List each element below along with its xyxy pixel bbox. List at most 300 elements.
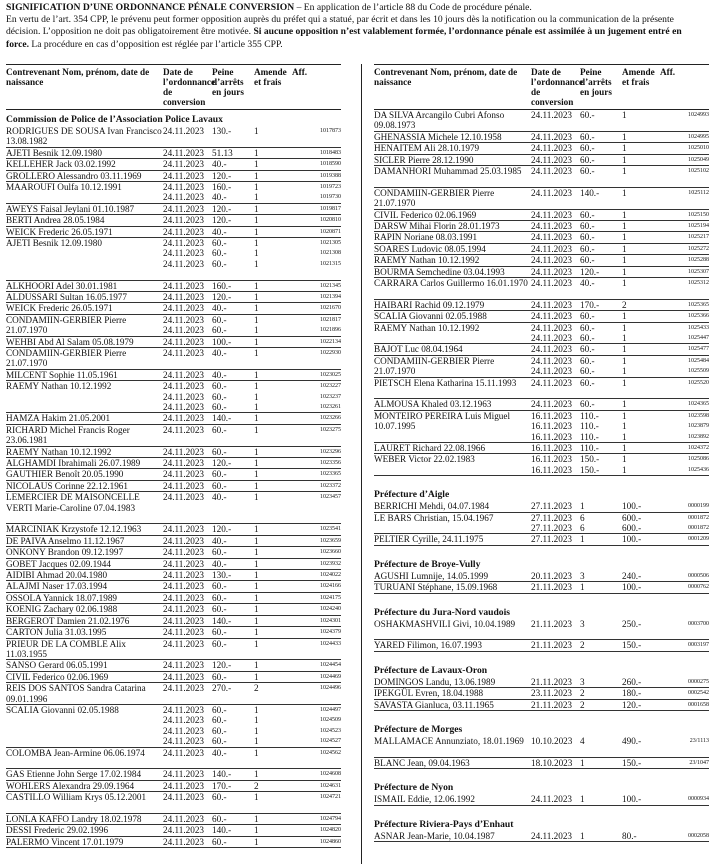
row-line [531, 432, 709, 442]
table-row [6, 570, 341, 581]
table-row [374, 534, 709, 545]
aff-number: 1025112 [688, 189, 709, 196]
contrevenant-name: CONDAMIIN-GERBIER Pierre 21.07.1970 [374, 355, 495, 377]
aff-number: 1023932 [320, 560, 341, 567]
amende-value: 1 [622, 266, 627, 277]
table-row [374, 132, 709, 143]
row-line [531, 155, 709, 165]
aff-number: 1023365 [320, 471, 341, 478]
peine-value: 60.- [580, 131, 595, 142]
amende-value: 1 [254, 280, 259, 291]
contrevenant-name: LONLA KAFFO Landry 18.02.1978 [6, 813, 142, 824]
row-lines [163, 492, 341, 523]
peine-value: 1 [580, 757, 585, 768]
table-row [374, 255, 709, 266]
section-title: Préfecture Riviera-Pays d’Enhaut [374, 818, 514, 830]
amende-value: 1 [254, 792, 259, 803]
row-lines [163, 348, 341, 369]
peine-value: 60.- [212, 314, 227, 325]
amende-value: 1 [622, 131, 627, 142]
aff-number: 0001658 [688, 701, 709, 708]
conversion-date: 24.11.2023 [163, 535, 205, 546]
row-line [163, 215, 341, 225]
section-gap [374, 546, 709, 555]
amende-value [254, 435, 292, 445]
peine-value: 120.- [212, 203, 232, 214]
amende-value: 260.- [622, 676, 642, 687]
conversion-date: 21.11.2023 [531, 676, 573, 687]
contrevenant-name: HAIBARI Rachid 09.12.1979 [374, 299, 485, 310]
conversion-date: 24.11.2023 [163, 747, 205, 758]
conversion-date: 24.11.2023 [163, 147, 205, 158]
peine-value [212, 802, 254, 812]
table-row [374, 582, 709, 593]
row-lines [163, 581, 341, 591]
contrevenant-name: YARED Filimon, 16.07.1993 [374, 640, 482, 651]
contrevenant-name: MAAROUFI Oulfa 10.12.1991 [6, 182, 122, 193]
amende-value: 1 [622, 355, 627, 366]
amende-value [622, 176, 660, 186]
peine-value: 1 [580, 794, 585, 805]
row-lines [163, 769, 341, 779]
peine-value: 60.- [212, 592, 227, 603]
amende-value: 1 [622, 221, 627, 232]
table-row [6, 469, 341, 480]
contrevenant-name: IPEKGÜL Evren, 18.04.1988 [374, 688, 484, 699]
peine-value: 60.- [212, 671, 227, 682]
row-line [163, 159, 341, 169]
amende-value: 1 [254, 314, 259, 325]
aff-number: 1025447 [688, 335, 709, 342]
conversion-date: 24.11.2023 [531, 232, 573, 243]
aff-number: 0003700 [688, 620, 709, 627]
aff-number: 1024379 [320, 629, 341, 636]
row-line [531, 700, 709, 710]
contrevenant-name: CIVIL Federico 02.06.1969 [6, 671, 109, 682]
contrevenant-name: CASTILLO William Krys 05.12.2001 [6, 792, 147, 803]
table-row [374, 736, 709, 758]
aff-number: 1019723 [320, 184, 341, 191]
amende-value [254, 649, 292, 659]
aff-number: 1022134 [320, 338, 341, 345]
table-row [6, 425, 341, 447]
amende-value: 1 [254, 248, 259, 259]
conversion-date: 16.11.2023 [531, 454, 573, 465]
peine-value: 150.- [580, 464, 600, 475]
peine-value: 51.13 [212, 147, 233, 158]
row-line [163, 639, 341, 649]
table-row [6, 660, 341, 671]
contrevenant-name: GROLLERO Alessandro 03.11.1969 [6, 170, 142, 181]
contrevenant-name: WEHBI Abd Al Salam 05.08.1979 [6, 336, 134, 347]
amende-value: 1 [622, 464, 627, 475]
amende-value: 1 [254, 825, 259, 836]
conversion-date: 24.11.2023 [163, 292, 205, 302]
conversion-date: 24.11.2023 [163, 547, 205, 558]
row-line [163, 593, 341, 603]
conversion-date: 24.11.2023 [163, 836, 205, 847]
amende-value: 490.- [622, 736, 642, 747]
conversion-date: 16.11.2023 [531, 464, 573, 475]
table-row [374, 513, 709, 535]
row-lines [163, 524, 341, 534]
row-line [531, 454, 709, 464]
table-row [6, 769, 341, 780]
amende-value: 240.- [622, 570, 642, 581]
table-row [374, 155, 709, 166]
conversion-date [163, 802, 212, 812]
amende-value: 1 [254, 238, 259, 249]
conversion-date [531, 388, 580, 398]
amende-value: 100.- [622, 534, 642, 545]
row-line [163, 358, 341, 368]
contrevenant-name: LE BARS Christian, 15.04.1967 [374, 512, 494, 523]
row-lines [163, 413, 341, 423]
table-row [6, 204, 341, 215]
contrevenant-name: CONDAMIIN-GERBIER Pierre 21.07.1970 [374, 187, 495, 209]
amende-value: 1 [254, 170, 259, 181]
amende-value: 1 [254, 381, 259, 392]
conversion-date: 24.11.2023 [163, 704, 205, 715]
row-lines [531, 443, 709, 453]
aff-number: 1023227 [320, 383, 341, 390]
aff-number: 1022930 [320, 350, 341, 357]
row-lines [163, 370, 341, 380]
row-lines [163, 604, 341, 614]
row-line [531, 758, 709, 768]
peine-value: 120.- [212, 660, 232, 671]
peine-value: 170.- [212, 780, 232, 791]
aff-number: 1025307 [688, 268, 709, 275]
contrevenant-name: GHENASSIA Michele 12.10.1958 [374, 131, 502, 142]
amende-value: 1 [254, 159, 259, 170]
row-line [531, 176, 709, 186]
amende-value [622, 120, 660, 130]
conversion-date: 24.11.2023 [531, 110, 573, 120]
table-row [6, 238, 341, 281]
row-line [531, 267, 709, 277]
row-line [163, 281, 341, 291]
table-row [6, 781, 341, 792]
aff-number: 1023261 [320, 404, 341, 411]
table-row [374, 640, 709, 651]
contrevenant-name: DARSW Mihai Florin 28.01.1973 [374, 221, 500, 232]
row-lines [163, 639, 341, 660]
aff-number [660, 388, 709, 398]
contrevenant-name: GAS Etienne John Serge 17.02.1984 [6, 769, 142, 780]
row-line [531, 513, 709, 523]
conversion-date: 24.11.2023 [163, 280, 205, 291]
aff-number: 1018590 [320, 161, 341, 168]
aff-number: 1024372 [688, 445, 709, 452]
row-lines [531, 454, 709, 475]
peine-value: 40.- [212, 192, 227, 203]
row-line [531, 501, 709, 511]
table-row [374, 267, 709, 278]
peine-value: 60.- [580, 221, 595, 232]
row-line [163, 458, 341, 468]
row-line [163, 536, 341, 546]
amende-value [622, 388, 660, 398]
column-separator [361, 64, 362, 864]
amende-value: 150.- [622, 640, 642, 651]
conversion-date: 24.11.2023 [163, 592, 205, 603]
peine-value: 60.- [580, 243, 595, 254]
amende-value: 1 [254, 747, 259, 758]
contrevenant-name: RAEMY Nathan 10.12.1992 [374, 255, 480, 266]
section-title: Préfecture de Nyon [374, 782, 454, 794]
row-lines [163, 814, 341, 824]
table-row [6, 227, 341, 238]
table-row [374, 758, 709, 769]
table-row [374, 188, 709, 210]
row-line [163, 627, 341, 637]
peine-value: 110.- [580, 410, 599, 421]
amende-value: 1 [254, 336, 259, 347]
conversion-date: 24.11.2023 [531, 344, 573, 355]
row-line [531, 736, 709, 746]
contrevenant-name: RAEMY Nathan 10.12.1992 [6, 381, 112, 392]
amende-value: 1 [622, 344, 627, 355]
aff-number [292, 513, 341, 523]
row-line [163, 649, 341, 659]
contrevenant-name: SAVASTA Gianluca, 03.11.1965 [374, 699, 494, 710]
peine-value: 60.- [580, 143, 595, 154]
row-lines [531, 356, 709, 377]
table-row [374, 278, 709, 300]
conversion-date [163, 503, 212, 513]
conversion-date: 24.11.2023 [163, 581, 205, 592]
amende-value: 1 [254, 836, 259, 847]
row-line [163, 148, 341, 158]
amende-value: 1 [622, 431, 627, 442]
table-row [6, 748, 341, 770]
peine-value: 130.- [212, 570, 232, 581]
contrevenant-name: TURUANI Stéphane, 15.09.1968 [374, 582, 498, 593]
peine-value: 3 [580, 570, 585, 581]
row-line [163, 660, 341, 670]
aff-number: 1024608 [320, 771, 341, 778]
peine-value: 2 [580, 699, 585, 710]
peine-value: 60.- [580, 166, 595, 177]
peine-value: 40.- [212, 303, 227, 314]
section-gap [374, 711, 709, 720]
conversion-date: 24.11.2023 [531, 143, 573, 154]
amende-value: 1 [254, 303, 259, 314]
aff-number: 1021896 [320, 327, 341, 334]
table-row [6, 370, 341, 381]
row-lines [531, 758, 709, 768]
aff-number: 1025086 [688, 456, 709, 463]
row-lines [531, 244, 709, 254]
aff-number: 1024794 [320, 815, 341, 822]
peine-value [212, 136, 254, 146]
row-lines [163, 547, 341, 557]
table-row [374, 571, 709, 582]
amende-value: 600.- [622, 512, 642, 523]
conversion-date [531, 198, 580, 208]
intro-heading: SIGNIFICATION D’UNE ORDONNANCE PÉNALE CONVERSION [6, 2, 295, 13]
row-line [531, 110, 709, 120]
aff-number: 1024469 [320, 673, 341, 680]
table-row [6, 481, 341, 492]
contrevenant-name: KOENIG Zachary 02.06.1988 [6, 604, 118, 615]
contrevenant-name: WEICK Frederic 26.05.1971 [6, 303, 113, 314]
table-row [6, 581, 341, 592]
peine-value: 40.- [212, 492, 227, 503]
contrevenant-name: ASNAR Jean-Marie, 10.04.1987 [374, 830, 495, 841]
row-line [163, 469, 341, 479]
row-line [163, 748, 341, 758]
aff-number: 1024820 [320, 827, 341, 834]
row-line [531, 640, 709, 650]
contrevenant-name: BERTI Andrea 28.05.1984 [6, 215, 105, 226]
amende-value [254, 269, 292, 279]
row-line [531, 443, 709, 453]
conversion-date: 24.11.2023 [531, 131, 573, 142]
conversion-date: 24.11.2023 [163, 381, 205, 392]
row-line [163, 392, 341, 402]
conversion-date: 24.11.2023 [163, 558, 205, 569]
aff-number: 1025365 [688, 301, 709, 308]
table-row [374, 794, 709, 805]
peine-value: 60.- [580, 154, 595, 165]
conversion-date: 24.11.2023 [163, 469, 205, 480]
conversion-date: 24.11.2023 [531, 333, 573, 344]
conversion-date: 24.11.2023 [531, 278, 573, 289]
peine-value: 2 [580, 688, 585, 699]
row-line [531, 255, 709, 265]
table-row [6, 348, 341, 370]
section-gap [374, 769, 709, 778]
conversion-date [163, 136, 212, 146]
contrevenant-name: DOMINGOS Landu, 13.06.1989 [374, 676, 496, 687]
aff-number: 1017873 [320, 128, 341, 134]
amende-value: 1 [254, 638, 259, 649]
header-aff: Aff. [660, 67, 676, 77]
amende-value [622, 288, 660, 298]
amende-value: 1 [254, 424, 259, 435]
amende-value: 1 [254, 325, 259, 336]
conversion-date: 24.11.2023 [163, 780, 205, 791]
conversion-date: 24.11.2023 [163, 424, 205, 435]
row-lines [163, 683, 341, 704]
contrevenant-name: GOBET Jacques 02.09.1944 [6, 558, 111, 569]
contrevenant-name: COLOMBA Jean-Armine 06.06.1974 [6, 747, 145, 758]
row-line [531, 198, 709, 208]
amende-value: 1 [254, 258, 259, 269]
amende-value [254, 802, 292, 812]
intro-tail: La procédure en cas d’opposition est réglée par l’article 355 CPP. [29, 38, 283, 50]
contrevenant-name: AIDIBI Ahmad 20.04.1980 [6, 570, 108, 581]
conversion-date: 24.11.2023 [163, 671, 205, 682]
peine-value [580, 198, 622, 208]
row-line [163, 182, 341, 192]
amende-value: 1 [622, 243, 627, 254]
peine-value: 60.- [212, 581, 227, 592]
row-line [163, 381, 341, 391]
table-row [6, 814, 341, 825]
aff-number: 1024721 [320, 794, 341, 801]
conversion-date: 24.11.2023 [163, 159, 205, 170]
contrevenant-name: AJETI Besnik 12.09.1980 [6, 238, 102, 249]
row-line [163, 269, 341, 279]
row-line [163, 802, 341, 812]
conversion-date: 21.11.2023 [531, 699, 573, 710]
row-line [531, 688, 709, 698]
aff-number: 0000275 [688, 678, 709, 685]
contrevenant-name: CARTON Julia 31.03.1995 [6, 627, 107, 638]
conversion-date: 24.11.2023 [163, 524, 205, 535]
header-name: Contrevenant Nom, prénom, date de naissance [6, 67, 150, 87]
row-line [163, 126, 341, 136]
row-lines [163, 559, 341, 569]
aff-number: 1023660 [320, 549, 341, 556]
amende-value: 1 [622, 399, 627, 410]
row-lines [163, 570, 341, 580]
aff-number: 0001209 [688, 536, 709, 543]
aff-number: 1025366 [688, 313, 709, 320]
conversion-date: 16.11.2023 [531, 421, 573, 432]
peine-value: 120.- [212, 524, 232, 535]
contrevenant-name: AWEYS Faisal Jeylani 01.10.1987 [6, 203, 135, 214]
amende-value: 1 [254, 446, 259, 457]
row-line [163, 325, 341, 335]
peine-value: 60.- [580, 110, 595, 120]
aff-number: 1025102 [688, 168, 709, 175]
aff-number: 1023659 [320, 537, 341, 544]
aff-number [660, 198, 709, 208]
peine-value: 110.- [580, 431, 599, 442]
conversion-date: 24.11.2023 [163, 336, 205, 347]
row-line [531, 746, 709, 756]
table-row [374, 501, 709, 512]
peine-value: 270.- [212, 683, 232, 694]
row-line [531, 221, 709, 231]
table-row [6, 381, 341, 413]
amende-value: 1 [254, 736, 259, 747]
row-line [531, 333, 709, 343]
aff-number: 23/1047 [689, 759, 709, 766]
peine-value [580, 629, 622, 639]
amende-value [254, 503, 292, 513]
amende-value: 1 [254, 391, 259, 402]
contrevenant-name: KELLEHER Jack 03.02.1992 [6, 159, 116, 170]
row-lines [163, 781, 341, 791]
aff-number: 1025194 [688, 223, 709, 230]
amende-value [254, 694, 292, 704]
peine-value [212, 435, 254, 445]
row-line [163, 315, 341, 325]
aff-number: 1025272 [688, 245, 709, 252]
peine-value: 60.- [580, 232, 595, 243]
conversion-date [531, 746, 580, 756]
row-line [163, 425, 341, 435]
aff-number: 1023372 [320, 482, 341, 489]
row-lines [163, 315, 341, 336]
amende-value: 1 [622, 322, 627, 333]
amende-value: 1 [254, 348, 259, 359]
peine-value: 60.- [580, 333, 595, 344]
aff-number: 1024523 [320, 727, 341, 734]
aff-number: 1023457 [320, 494, 341, 501]
amende-value: 1 [622, 377, 627, 388]
aff-number: 0001872 [688, 525, 709, 531]
aff-number: 1025484 [688, 357, 709, 364]
conversion-date: 24.11.2023 [163, 627, 205, 638]
table-row [6, 413, 341, 424]
conversion-date: 16.11.2023 [531, 410, 573, 421]
